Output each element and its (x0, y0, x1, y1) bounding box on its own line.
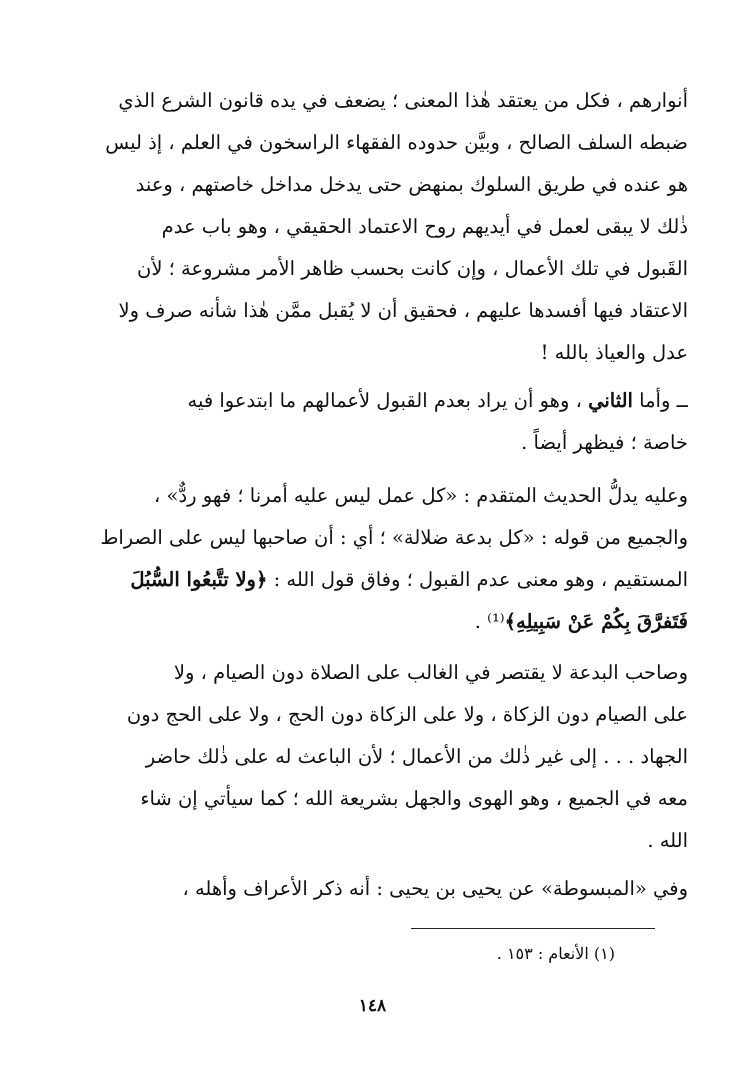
text-line: معه في الجميع ، وهو الهوى والجهل بشريعة الله ؛ كما سيأتي إن شاء (140, 787, 688, 810)
footnote: (١) الأنعام : ١٥٣ . (496, 944, 615, 963)
paragraph-3 (70, 475, 688, 643)
text-line: والجميع من قوله : «كل بدعة ضلالة» ؛ أي : أن صاحبها ليس على الصراط (100, 526, 688, 549)
text-line: ضبطه السلف الصالح ، وبيَّن حدوده الفقهاء الراسخون في العلم ، إذ ليس (105, 131, 688, 154)
paragraph-5 (70, 868, 688, 910)
text-line: وصاحب البدعة لا يقتصر في الغالب على الصلاة دون الصيام ، ولا (173, 661, 688, 684)
text-line: على الصيام دون الزكاة ، ولا على الزكاة دون الحج ، ولا على الحج دون (126, 703, 688, 726)
text-segment: المستقيم ، وهو معنى عدم القبول ؛ وفاق قول الله : (267, 568, 688, 591)
text-segment: ــ وأما (632, 389, 688, 412)
text-line: وفي «المبسوطة» عن يحيى بن يحيى : أنه ذكر الأعراف وأهله ، (182, 877, 688, 900)
text-line: ذٰلك لا يبقى لعمل في أيديهم روح الاعتماد الحقيقي ، وهو باب عدم (161, 215, 688, 238)
bold-term: الثاني (588, 389, 633, 412)
quran-verse: فَتَفرَّقَ بِكُمْ عَنْ سَبِيلِهِ﴾ (504, 610, 688, 633)
text-line: أنوارهم ، فكل من يعتقد هٰذا المعنى ؛ يضعف في يده قانون الشرع الذي (118, 89, 688, 112)
text-line: الله . (647, 829, 688, 852)
footnote-divider (411, 928, 655, 929)
text-line: الجهاد . . . إلى غير ذٰلك من الأعمال ؛ لأن الباعث له على ذٰلك حاضر (145, 745, 688, 768)
text-line: الاعتقاد فيها أفسدها عليهم ، فحقيق أن لا يُقبل ممَّن هٰذا شأنه صرف ولا (118, 299, 688, 322)
text-line (70, 559, 688, 601)
text-line: وعليه يدلُّ الحديث المتقدم : «كل عمل ليس عليه أمرنا ؛ فهو ردٌّ» ، (154, 484, 688, 507)
text-line (70, 380, 688, 422)
footnote-marker: ⁽¹⁾ . (474, 610, 505, 633)
quran-verse: ﴿ولا تتَّبعُوا السُّبُلَ (130, 568, 268, 591)
page-number: ١٤٨ (358, 996, 387, 1016)
paragraph-1 (70, 80, 688, 374)
text-segment: ، وهو أن يراد بعدم القبول لأعمالهم ما ابتدعوا فيه (187, 389, 589, 412)
text-line (70, 601, 688, 643)
paragraph-2 (70, 380, 688, 464)
text-line: خاصة ؛ فيظهر أيضاً . (521, 431, 688, 454)
text-line: هو عنده في طريق السلوك بمنهض حتى يدخل مداخل خاصتهم ، وعند (135, 173, 688, 196)
text-line: عدل والعياذ بالله ! (540, 341, 688, 364)
paragraph-4 (70, 652, 688, 862)
text-line: القَبول في تلك الأعمال ، وإن كانت بحسب ظاهر الأمر مشروعة ؛ لأن (137, 257, 688, 280)
